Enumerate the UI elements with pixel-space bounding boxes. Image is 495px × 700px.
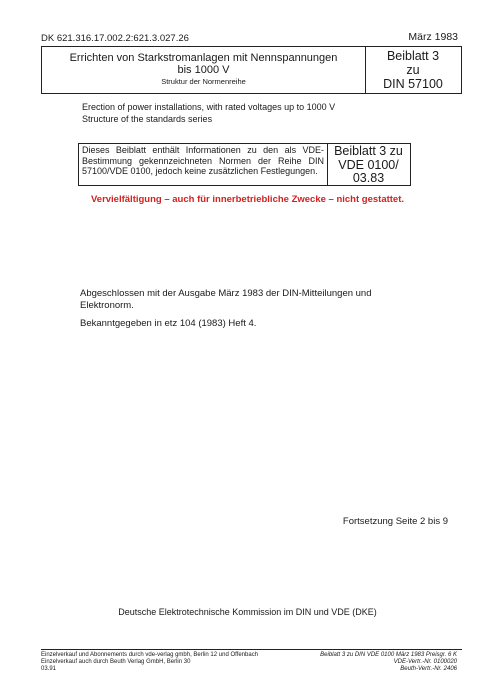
- footer-order-info: [320, 652, 457, 673]
- copy-warning: Vervielfältigung – auch für innerbetriebliche Zwecke – nicht gestattet.: [90, 194, 405, 205]
- continuation-note: Fortsetzung Seite 2 bis 9: [342, 516, 448, 527]
- footer-left-line1: Einzelverkauf und Abonnements durch vde-verlag gmbh, Berlin 12 und Offenbach: [41, 652, 259, 658]
- vde-designation-line2: VDE 0100/: [338, 157, 399, 172]
- vde-designation: [327, 145, 410, 186]
- footer-left-line2: Einzelverkauf auch durch Beuth Verlag GmbH, Berlin 30: [41, 659, 191, 665]
- german-subtitle: Struktur der Normenreihe: [161, 77, 246, 86]
- dk-classification-number: DK 621.316.17.002.2:621.3.027.26: [41, 33, 189, 44]
- english-subtitle: Structure of the standards series: [82, 114, 213, 124]
- organization-name: Deutsche Elektrotechnische Kommission im DIN und VDE (DKE): [118, 607, 377, 617]
- footer-right-line1: Beiblatt 3 zu DIN VDE 0100 März 1983 Preisgr. 6 K: [320, 652, 457, 658]
- footer-left-line3: 03.91: [41, 666, 57, 672]
- footer-right-line3: Beuth-Vertr.-Nr. 2406: [400, 666, 457, 672]
- announcement-note: Bekanntgegeben in etz 104 (1983) Heft 4.: [80, 318, 257, 329]
- footer-rule: [41, 649, 462, 650]
- german-title: [42, 52, 365, 76]
- designation-line1: Beiblatt 3: [386, 49, 440, 63]
- vde-designation-line3: 03.83: [352, 171, 385, 185]
- notice-box: [78, 143, 411, 186]
- notice-text: Dieses Beiblatt enthält Informationen zu den als VDE-Bestimmung gekennzeichneten Normen der Reihe DIN 57100/VDE 0100, jedoch keine zusätzlichen Festlegungen.: [82, 145, 324, 176]
- designation-line3: DIN 57100: [383, 77, 443, 91]
- title-header-box: [41, 46, 462, 94]
- footer-sales-info: [41, 652, 258, 673]
- designation-line2: zu: [406, 63, 420, 77]
- vde-designation-line1: Beiblatt 3 zu: [334, 144, 403, 158]
- completion-note: Abgeschlossen mit der Ausgabe März 1983 der DIN-Mitteilungen und Elektronorm.: [80, 288, 372, 311]
- english-title: Erection of power installations, with rated voltages up to 1000 V: [82, 102, 336, 112]
- publication-date: März 1983: [408, 31, 458, 43]
- german-title-line2: bis 1000 V: [177, 64, 230, 76]
- standard-designation: [365, 49, 461, 91]
- footer-right-line2: VDE-Vertr.-Nr. 0100020: [393, 659, 457, 665]
- german-title-line1: Errichten von Starkstromanlagen mit Nennspannungen: [69, 52, 338, 64]
